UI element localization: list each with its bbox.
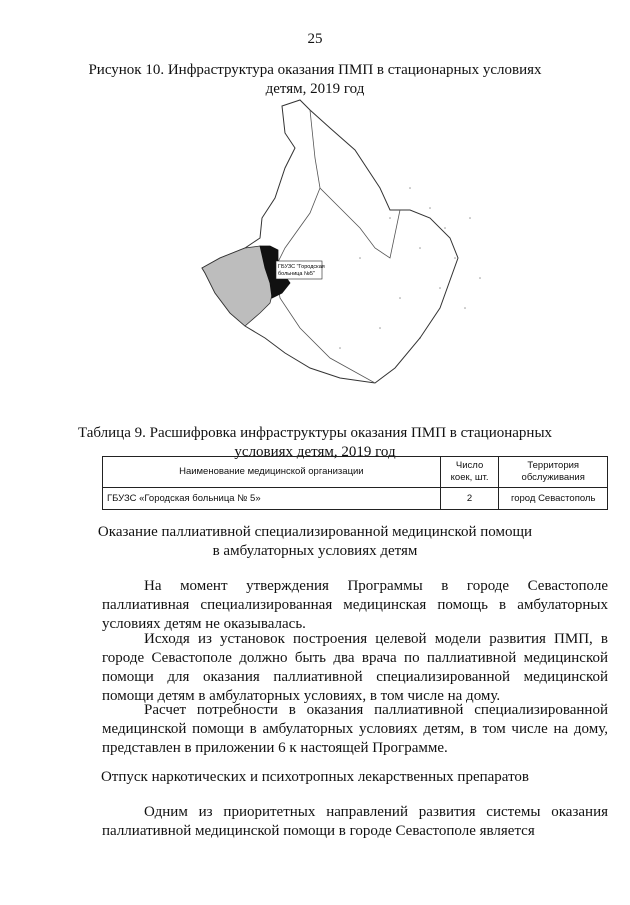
- header-territory: [499, 457, 608, 488]
- infrastructure-table: [102, 456, 608, 510]
- table-header-row: [103, 457, 608, 488]
- map-label-line2: больница №5": [278, 271, 315, 277]
- figure-title-line1: Рисунок 10. Инфраструктура оказания ПМП в стационарных условиях: [88, 62, 542, 78]
- district-boundary: [310, 110, 400, 258]
- map-label-line1: ГБУЗС "Городская: [278, 264, 325, 270]
- paragraph-2: [102, 630, 608, 706]
- section-heading-outpatient: [0, 523, 630, 561]
- figure-title: [0, 61, 630, 99]
- header-beds-line2: коек, шт.: [450, 472, 489, 483]
- paragraph-4: [102, 803, 608, 841]
- paragraph-3-text: Расчет потребности в оказания паллиативной специализированной медицинской помощи в амбулаторных условиях детям, в том числе на дому, представлен в приложении 6 к настоящей Программе.: [102, 702, 608, 756]
- paragraph-2-text: Исходя из установок построения целевой модели развития ПМП, в городе Севастополе должно быть два врача по паллиативной медицинской помощи для оказания паллиативной специализированной медицинской помощи детям в амбулаторных условиях, в том числе на дому.: [102, 631, 608, 704]
- paragraph-1: [102, 577, 608, 634]
- figure-title-line2: детям, 2019 год: [265, 81, 365, 97]
- header-beds-line1: Число: [455, 460, 484, 471]
- cell-org: ГБУЗС «Городская больница № 5»: [103, 488, 441, 510]
- paragraph-3: [102, 701, 608, 758]
- district-boundary-2: [275, 188, 375, 383]
- district-outline: [202, 100, 458, 383]
- table-row: [103, 488, 608, 510]
- paragraph-1-text: На момент утверждения Программы в городе Севастополе паллиативная специализированная медицинская помощь в амбулаторных условиях детям не оказывалась.: [102, 578, 608, 632]
- header-org: Наименование медицинской организации: [103, 457, 441, 488]
- cell-beds: 2: [440, 488, 499, 510]
- header-beds: [440, 457, 499, 488]
- header-territory-line1: Территория: [527, 460, 580, 471]
- header-territory-line2: обслуживания: [521, 472, 585, 483]
- table-title-line1: Таблица 9. Расшифровка инфраструктуры оказания ПМП в стационарных: [77, 425, 553, 441]
- cell-territory: город Севастополь: [499, 488, 608, 510]
- sevastopol-region-map: [190, 98, 510, 410]
- section-heading-narcotics: Отпуск наркотических и психотропных лекарственных препаратов: [100, 769, 530, 785]
- page-number: 25: [307, 31, 323, 47]
- section-heading-line2: в амбулаторных условиях детям: [212, 543, 418, 559]
- map-terrain-dots: [339, 187, 481, 349]
- section-heading-line1: Оказание паллиативной специализированной медицинской помощи: [97, 524, 533, 540]
- table-title-line2: условиях детям, 2019 год: [234, 444, 396, 460]
- paragraph-4-text: Одним из приоритетных направлений развития системы оказания паллиативной медицинской помощи в городе Севастополе является: [102, 804, 608, 839]
